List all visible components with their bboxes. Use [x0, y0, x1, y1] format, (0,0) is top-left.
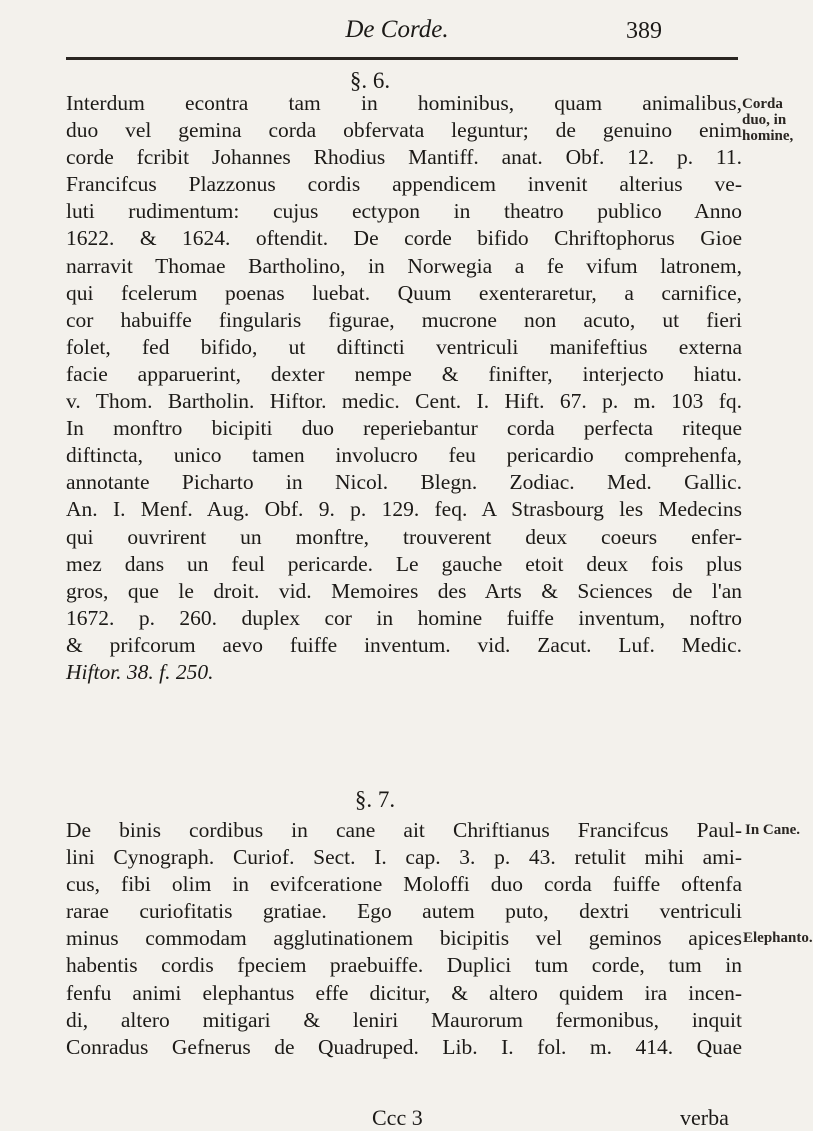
text-line: facie apparuerint, dexter nempe & finifter, interjecto hiatu. — [66, 361, 742, 386]
text-line: v. Thom. Bartholin. Hiftor. medic. Cent. I. Hift. 67. p. m. 103 fq. — [66, 389, 742, 414]
page-footer — [0, 1105, 800, 1131]
text-line: diftincta, unico tamen involucro feu pericardio comprehenfa, — [66, 443, 742, 468]
text-line: 1622. & 1624. oftendit. De corde bifido Chriftophorus Gioe — [66, 226, 742, 251]
text-line: cus, fibi olim in evifceratione Moloffi duo corda fuiffe oftenfa — [66, 872, 742, 897]
text-line: Hiftor. 38. f. 250. — [66, 659, 214, 684]
text-line: di, altero mitigari & leniri Maurorum fermonibus, inquit — [66, 1007, 742, 1032]
text-line: folet, fed bifido, ut diftincti ventriculi manifeftius externa — [66, 334, 742, 359]
text-line: Francifcus Plazzonus cordis appendicem invenit alterius ve- — [66, 172, 742, 197]
page-number: 389 — [626, 18, 662, 44]
section-7-text — [66, 817, 742, 1061]
text-line: & prifcorum aevo fuiffe inventum. vid. Zacut. Luf. Medic. — [66, 632, 742, 657]
header-rule — [66, 57, 738, 60]
text-line: narravit Thomae Bartholino, in Norwegia a fe vifum latronem, — [66, 253, 742, 278]
catchword: verba — [680, 1105, 729, 1130]
text-line: lini Cynograph. Curiof. Sect. I. cap. 3. p. 43. retulit mihi ami- — [66, 845, 742, 870]
margin-note: Corda duo, in homine, — [742, 96, 794, 144]
signature-mark: Ccc 3 — [372, 1105, 423, 1130]
text-line: De binis cordibus in cane ait Chriftianus Francifcus Paul- — [66, 818, 742, 842]
text-line: annotante Picharto in Nicol. Blegn. Zodiac. Med. Gallic. — [66, 470, 742, 495]
text-line: minus commodam agglutinationem bicipitis vel geminos apices — [66, 926, 742, 951]
text-line: gros, que le droit. vid. Memoires des Arts & Sciences de l'an — [66, 578, 742, 603]
text-line: mez dans un feul pericarde. Le gauche etoit deux fois plus — [66, 551, 742, 576]
running-head — [0, 8, 800, 48]
text-line: qui ouvrirent un monftre, trouverent deux coeurs enfer- — [66, 524, 742, 549]
text-line: luti rudimentum: cujus ectypon in theatro publico Anno — [66, 199, 742, 224]
text-line: duo vel gemina corda obfervata leguntur; de genuino enim — [66, 118, 742, 143]
text-line: Conradus Gefnerus de Quadruped. Lib. I. fol. m. 414. Quae — [66, 1034, 742, 1059]
text-line: fenfu animi elephantus effe dicitur, & altero quidem ira incen- — [66, 980, 742, 1005]
text-line: qui fcelerum poenas luebat. Quum exenteraretur, a carnifice, — [66, 280, 742, 305]
text-line: habentis cordis fpeciem praebuiffe. Duplici tum corde, tum in — [66, 953, 742, 978]
text-line: rarae curiofitatis gratiae. Ego autem puto, dextri ventriculi — [66, 899, 742, 924]
text-line: An. I. Menf. Aug. Obf. 9. p. 129. feq. A Strasbourg les Medecins — [66, 497, 742, 522]
margin-note: In Cane. — [745, 822, 801, 838]
section-6-text — [66, 90, 742, 686]
margin-note: Elephanto. — [743, 930, 813, 946]
text-line: In monftro bicipiti duo reperiebantur corda perfecta riteque — [66, 416, 742, 441]
text-line: corde fcribit Johannes Rhodius Mantiff. anat. Obf. 12. p. 11. — [66, 145, 742, 170]
section-number: §. 7. — [354, 787, 396, 812]
text-line: 1672. p. 260. duplex cor in homine fuiffe inventum, noftro — [66, 605, 742, 630]
running-title: De Corde. — [345, 16, 449, 43]
text-line: cor habuiffe fingularis figurae, mucrone non acuto, ut fieri — [66, 307, 742, 332]
section-number: §. 6. — [349, 68, 391, 93]
text-line: Interdum econtra tam in hominibus, quam animalibus, — [66, 91, 742, 115]
